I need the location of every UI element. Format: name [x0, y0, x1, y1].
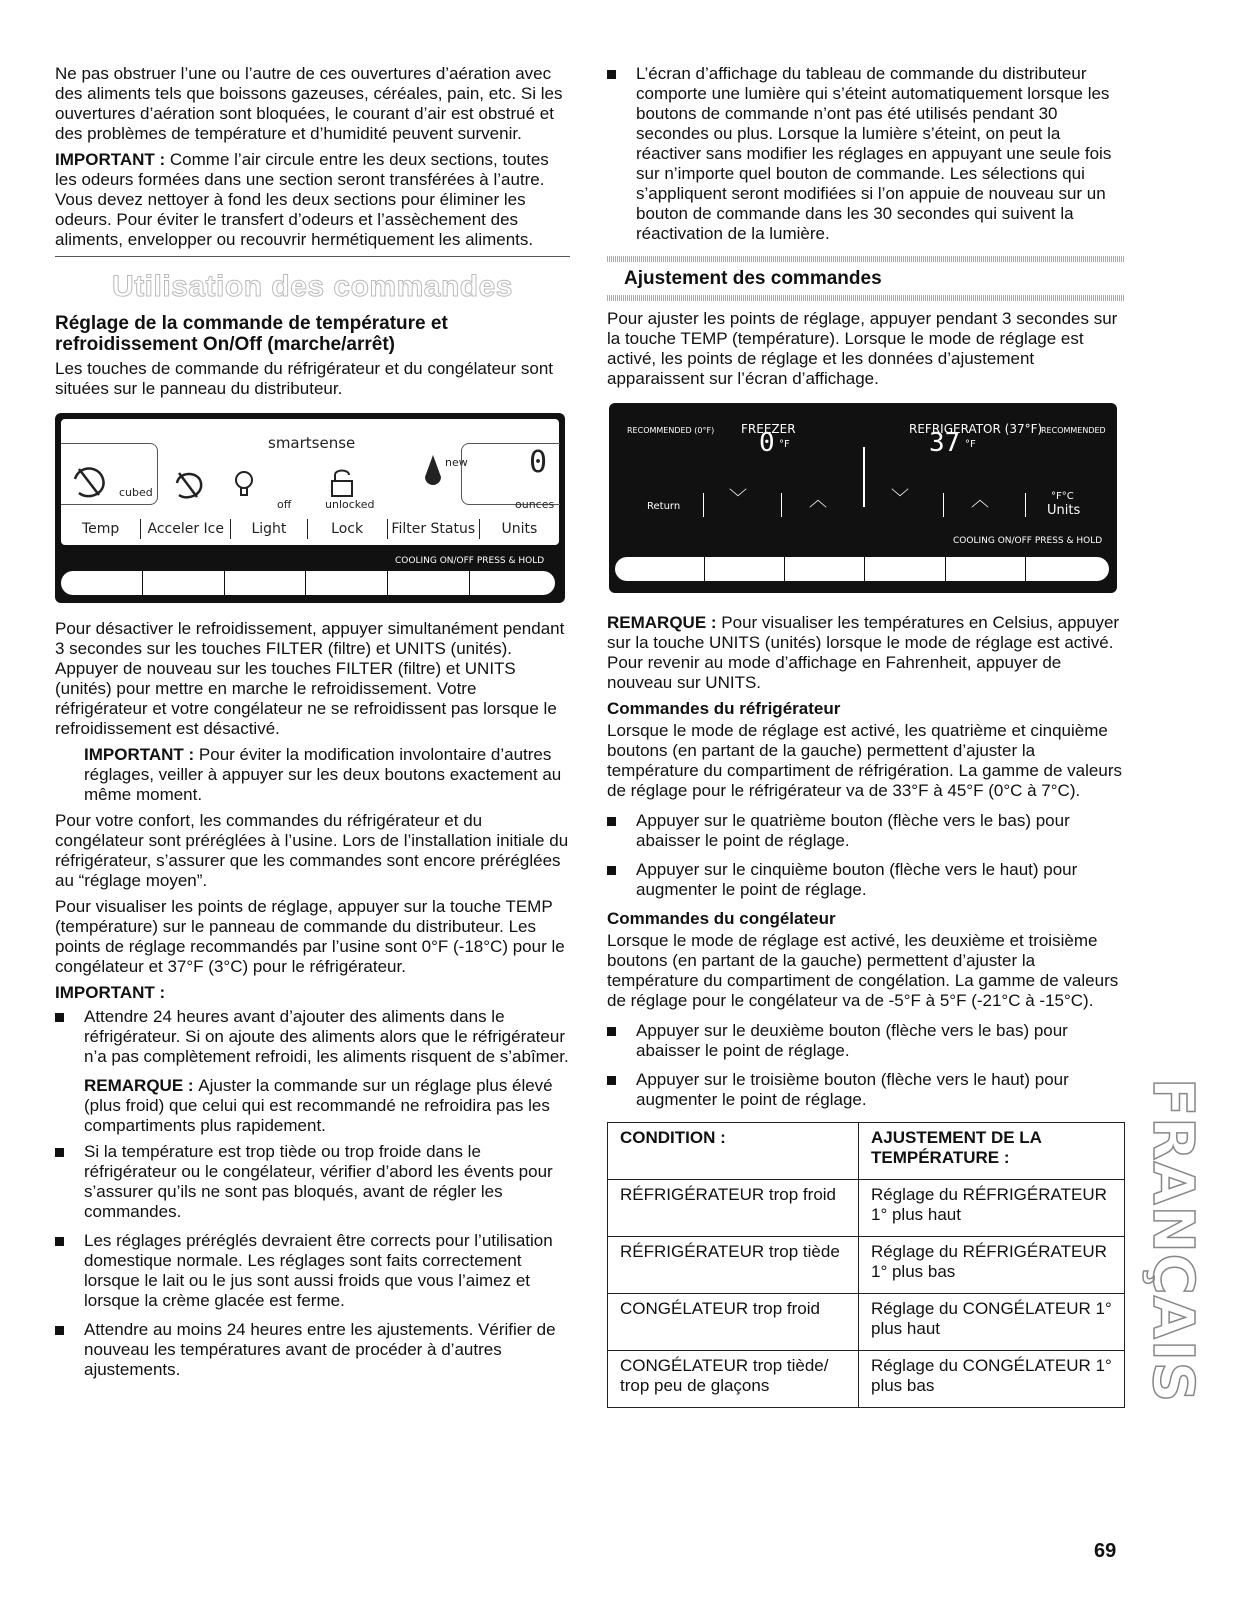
- display-face: [613, 407, 1113, 527]
- chevron-down-icon: ﹀: [729, 488, 747, 509]
- bullet-icon: [607, 70, 616, 79]
- return-sep: [703, 493, 704, 517]
- bullet-item: Appuyer sur le deuxième bouton (flèche vers le bas) pour abaisser le point de réglage.: [607, 1021, 1124, 1061]
- freezer-setpoint: 0: [759, 428, 775, 458]
- chevron-down-icon: ﹀: [891, 488, 909, 509]
- table-cell: RÉFRIGÉRATEUR trop froid: [608, 1180, 859, 1237]
- freezer-unit: °F: [779, 439, 790, 450]
- refrigerator-label: REFRIGERATOR (37°F): [909, 422, 1043, 436]
- dispenser-panel-illustration: [55, 413, 565, 603]
- units-label: Units: [1047, 503, 1081, 518]
- bullet-item: Attendre au moins 24 heures entre les ajustements. Vérifier de nouveau les températures avant de procéder à d’autres ajustements.: [55, 1320, 570, 1380]
- table-cell: RÉFRIGÉRATEUR trop tiède: [608, 1237, 859, 1294]
- cooling-label: COOLING ON/OFF PRESS & HOLD: [395, 556, 545, 566]
- button-label-lock: Lock: [307, 519, 387, 539]
- table-row: [608, 1351, 1125, 1408]
- sep: [781, 493, 782, 517]
- table-header: AJUSTEMENT DE LA TEMPÉRATURE :: [859, 1123, 1125, 1180]
- filter-drop-icon: [421, 453, 445, 493]
- new-label: new: [445, 456, 468, 469]
- fc-label: °F°C: [1051, 491, 1074, 502]
- table-header: CONDITION :: [608, 1123, 859, 1180]
- bullet-item: Si la température est trop tiède ou trop froide dans le réfrigérateur ou le congélateur, vérifier d’abord les évents pour s’assurer qu’ils ne sont pas bloqués, avant de régler les commandes.: [55, 1142, 570, 1222]
- bullet-icon: [55, 1013, 64, 1022]
- divider: [55, 256, 570, 257]
- return-label: Return: [647, 501, 681, 512]
- panel-buttons: [61, 571, 555, 595]
- bullet-icon: [607, 866, 616, 875]
- subheading: Commandes du réfrigérateur: [607, 699, 841, 718]
- panel-button-labels: [61, 519, 559, 539]
- paragraph: IMPORTANT : Pour éviter la modification involontaire d’autres réglages, veiller à appuyer sur les deux boutons exactement au même moment.: [84, 745, 562, 804]
- language-side-tab: FRANÇAIS: [1140, 1078, 1205, 1404]
- recommended-right: RECOMMENDED: [1041, 426, 1106, 435]
- off-label: off: [277, 498, 292, 511]
- table-cell: Réglage du RÉFRIGÉRATEUR 1° plus bas: [859, 1237, 1125, 1294]
- recommended-left: RECOMMENDED (0°F): [627, 426, 715, 435]
- table-row: [608, 1294, 1125, 1351]
- adjustment-panel-illustration: [609, 403, 1117, 593]
- table-cell: Réglage du CONGÉLATEUR 1° plus bas: [859, 1351, 1125, 1408]
- button-label-filter-status: Filter Status: [387, 519, 480, 539]
- bullet-icon: [607, 1027, 616, 1036]
- chevron-up-icon: ︿: [971, 490, 989, 511]
- table-cell: CONGÉLATEUR trop froid: [608, 1294, 859, 1351]
- table-header-row: [608, 1123, 1125, 1180]
- left-column: [55, 64, 570, 1389]
- bullet-icon: [607, 817, 616, 826]
- paragraph: Pour ajuster les points de réglage, appuyer pendant 3 secondes sur la touche TEMP (température). Lorsque le mode de réglage est activé, les points de réglage et les données d’ajustement apparaissent sur l’écran d’affichage.: [607, 309, 1118, 388]
- bullet-item: Appuyer sur le cinquième bouton (flèche vers le haut) pour augmenter le point de réglage.: [607, 860, 1124, 900]
- important-label: IMPORTANT :: [55, 983, 166, 1002]
- bold-lead: IMPORTANT :: [55, 150, 170, 169]
- paragraph: IMPORTANT : Comme l’air circule entre les deux sections, toutes les odeurs formées dans une section seront transférées à l’autre. Vous devez nettoyer à fond les deux sections pour éliminer les odeurs. Pour éviter le transfert d’odeurs et l’assèchement des aliments, envelopper ou recouvrir hermétiquement les aliments.: [55, 150, 549, 249]
- ounces-label: ounces: [515, 498, 555, 511]
- digit-display: 0: [529, 445, 548, 480]
- freezer-label: FREEZER: [741, 422, 796, 436]
- cubed-frame: [61, 443, 158, 505]
- adjustment-table: [607, 1122, 1125, 1408]
- paragraph: REMARQUE : Pour visualiser les températures en Celsius, appuyer sur la touche UNITS (unités) lorsque le mode de réglage est activé. Pour revenir au mode d’affichage en Fahrenheit, appuyer de nouveau sur UNITS.: [607, 613, 1120, 692]
- button-label-light: Light: [251, 521, 287, 537]
- chevron-up-icon: ︿: [809, 490, 827, 511]
- bullet-item: Appuyer sur le troisième bouton (flèche vers le haut) pour augmenter le point de réglage.: [607, 1070, 1124, 1110]
- paragraph: REMARQUE : Ajuster la commande sur un réglage plus élevé (plus froid) que celui qui est recommandé ne refroidira pas les compartiments plus rapidement.: [84, 1076, 553, 1135]
- paragraph: Lorsque le mode de réglage est activé, les quatrième et cinquième boutons (en partant de la gauche) permettent d’ajuster la température du compartiment de réfrigération. La gamme de valeurs de réglage pour le réfrigérateur va de 33°F à 45°F (0°C à 7°C).: [607, 721, 1122, 800]
- paragraph: Les touches de commande du réfrigérateur et du congélateur sont situées sur le panneau du distributeur.: [55, 359, 554, 398]
- paragraph: Lorsque le mode de réglage est activé, les deuxième et troisième boutons (en partant de la gauche) permettent d’ajuster la température du compartiment de congélation. La gamme de valeurs de réglage pour le congélateur va de -5°F à 5°F (-21°C à -15°C).: [607, 931, 1119, 1010]
- page-number: 69: [1094, 1540, 1117, 1562]
- table-row: [608, 1237, 1125, 1294]
- bullet-icon: [607, 1076, 616, 1085]
- paragraph: Pour votre confort, les commandes du réfrigérateur et du congélateur sont préréglées à l’usine. Lors de l’installation initiale du réfrigérateur, s’assurer que les commandes sont encore préréglées au “réglage moyen”.: [55, 811, 569, 890]
- crushed-ice-icon: [171, 465, 211, 505]
- sep: [1025, 493, 1026, 517]
- panel-buttons: [615, 557, 1109, 581]
- refrigerator-unit: °F: [965, 439, 976, 450]
- brand-logo: smartsense: [268, 434, 356, 452]
- bullet-icon: [55, 1237, 64, 1246]
- paragraph: Pour visualiser les points de réglage, appuyer sur la touche TEMP (température) sur le panneau de commande du distributeur. Les points de réglage recommandés par l’usine sont 0°F (-18°C) pour le congélateur et 37°F (3°C) pour le réfrigérateur.: [55, 897, 565, 976]
- table-cell: CONGÉLATEUR trop tiède/ trop peu de glaçons: [608, 1351, 859, 1408]
- bullet-icon: [55, 1148, 64, 1157]
- cooling-label: COOLING ON/OFF PRESS & HOLD: [953, 536, 1103, 546]
- table-cell: Réglage du RÉFRIGÉRATEUR 1° plus haut: [859, 1180, 1125, 1237]
- sep: [943, 493, 944, 517]
- panel-face: [61, 419, 559, 545]
- subheading: Réglage de la commande de température et refroidissement On/Off (marche/arrêt): [55, 313, 448, 355]
- right-column: [607, 64, 1124, 1408]
- section-heading-band: [607, 256, 1124, 301]
- subheading: Commandes du congélateur: [607, 909, 836, 928]
- paragraph: Pour désactiver le refroidissement, appuyer simultanément pendant 3 secondes sur les touches FILTER (filtre) et UNITS (unités). Appuyer de nouveau sur les touches FILTER (filtre) et UNITS (unités) pour mettre en marche le refroidissement. Votre réfrigérateur et votre congélateur ne se refroidissent pas lorsque le refroidissement est désactivé.: [55, 619, 565, 738]
- section-title: Utilisation des commandes: [112, 270, 513, 303]
- unlocked-label: unlocked: [325, 498, 375, 511]
- bullet-item: Appuyer sur le quatrième bouton (flèche vers le bas) pour abaisser le point de réglage.: [607, 811, 1124, 851]
- vertical-divider: [863, 447, 865, 507]
- table-cell: Réglage du CONGÉLATEUR 1° plus haut: [859, 1294, 1125, 1351]
- bullet-icon: [55, 1326, 64, 1335]
- table-row: [608, 1180, 1125, 1237]
- bullet-item: Attendre 24 heures avant d’ajouter des aliments dans le réfrigérateur. Si on ajoute des aliments alors que le réfrigérateur n’a pas complètement refroidi, les aliments risquent de s’abîmer.: [55, 1007, 570, 1067]
- bullet-item: Les réglages préréglés devraient être corrects pour l’utilisation domestique normale. Les réglages sont faits correctement lorsque le lait ou le jus sont aussi froids que vous l’aimez et lorsque la crème glacée est ferme.: [55, 1231, 570, 1311]
- refrigerator-setpoint: 37: [929, 428, 961, 458]
- cubed-label: cubed: [119, 486, 153, 499]
- bullet-item: L’écran d’affichage du tableau de commande du distributeur comporte une lumière qui s’éteint automatiquement lorsque les boutons de commande n’ont pas été utilisés pendant 30 secondes ou plus. Lorsque la lumière s’éteint, on peut la réactiver sans modifier les réglages en appuyant une seule fois sur n’importe quel bouton de commande. Les sélections qui s’appliquent seront modifiées si l’on appuie de nouveau sur un bouton de commande dans les 30 secondes qui suivent la réactivation de la lumière.: [607, 64, 1124, 244]
- paragraph: Ne pas obstruer l’une ou l’autre de ces ouvertures d’aération avec des aliments tels que boissons gazeuses, céréales, pain, etc. Si les ouvertures d’aération sont bloquées, le courant d’air est obstrué et des problèmes de température et d’humidité peuvent survenir.: [55, 64, 563, 143]
- section-heading: Ajustement des commandes: [624, 268, 882, 289]
- light-bulb-icon: [233, 469, 255, 503]
- button-label-temp: Temp: [81, 521, 120, 537]
- button-label-acceler-ice: Acceler Ice: [140, 519, 231, 539]
- button-label-units: Units: [501, 521, 538, 537]
